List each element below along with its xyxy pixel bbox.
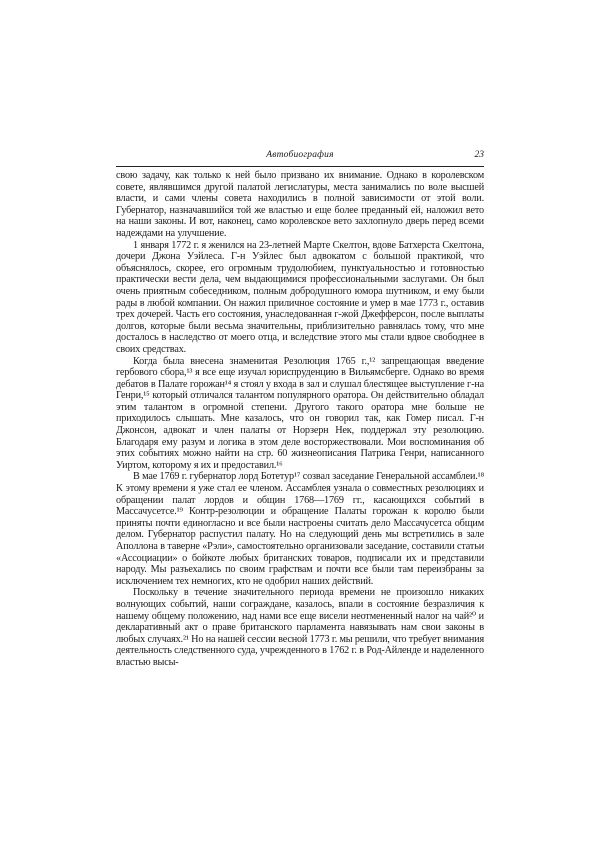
header-rule <box>116 166 484 167</box>
page-number: 23 <box>474 150 484 160</box>
running-title: Автобиография <box>266 150 334 160</box>
paragraph-3: Когда была внесена знаменитая Резолюция 1765 г.,¹² запрещающая введение гербового сбора,¹³ я все еще изучал юриспруденцию в Вильямсберге. Однако во время дебатов в Палате горожан¹⁴ я стоял у входа в зал и слушал блестящее выступление г-на Генри,¹⁵ который отличался талантом популярного оратора. Он действительно обладал этим талантом в огромной степени. Другого такого оратора мне больше не приходилось слышать. Мне казалось, что он говорил так, как Гомер писал. Г-н Джонсон, адвокат и член палаты от Норзерн Нек, поддержал эту резолюцию. Благодаря ему разум и логика в этом деле восторжествовали. Мои воспоминания об этих событиях можно найти на стр. 60 жизнеописания Патрика Генри, написанного Уиртом, которому я их и предоставил.¹⁶ <box>116 355 484 471</box>
paragraph-4: В мае 1769 г. губернатор лорд Ботетур¹⁷ созвал заседание Генеральной ассамблеи.¹⁸ К этому времени я уже стал ее членом. Ассамблея узнала о совместных резолюциях и обращении палат лордов и общин 1768—1769 гг., касающихся событий в Массачусетсе.¹⁹ Контр-резолюции и обращение Палаты горожан к королю были приняты почти единогласно и все были настроены считать дело Массачусетса общим делом. Губернатор распустил палату. Но на следующий день мы встретились в зале Аполлона в таверне «Рэли», самостоятельно организовали заседание, составили статьи «Ассоциации» о бойкоте любых британских товаров, подписали их и представили народу. Мы разъехались по своим графствам и почти все были там переизбраны за исключением тех немногих, кто не одобрил наших действий. <box>116 471 484 587</box>
paragraph-5: Поскольку в течение значительного периода времени не произошло никаких волнующих событий, наши сограждане, казалось, впали в состояние безразличия к нашему общему положению, над нами все еще висели неотмененный налог на чай²⁰ и декларативный акт о праве британского парламента навязывать нам свои законы в любых случаях.²¹ Но на нашей сессии весной 1773 г. мы решили, что требует внимания деятельность следственного суда, учрежденного в 1762 г. в Род-Айленде и наделенного властью высы- <box>116 587 484 668</box>
body-text <box>116 170 484 669</box>
paragraph-2: 1 января 1772 г. я женился на 23-летней Марте Скелтон, вдове Батхерста Скелтона, дочери Джона Уэйлеса. Г-н Уэйлес был адвокатом с большой практикой, что объяснялось, скорее, его огромным трудолюбием, пунктуальностью и готовностью практически вести дела, чем выдающимися профессиональными заслугами. Он был очень приятным собеседником, полным добродушного юмора шутником, и ему были рады в любой компании. Он нажил приличное состояние и умер в мае 1773 г., оставив трех дочерей. Часть его состояния, унаследованная г-жой Джефферсон, после выплаты долгов, которые были весьма значительны, приблизительно равнялась тому, что мне досталось в наследство от моего отца, и вследствие этого мы стали вдвое свободнее в своих средствах. <box>116 239 484 355</box>
running-header <box>116 150 484 164</box>
paragraph-1: свою задачу, как только к ней было призвано их внимание. Однако в королевском совете, являвшимся другой палатой легислатуры, места занимались по воле высшей власти, и сами члены совета находились в полной зависимости от этой воли. Губернатор, назначавшийся той же властью и еще более преданный ей, наложил вето на наши законы. И вот, наконец, само королевское вето захлопнуло дверь перед всеми надеждами на улучшение. <box>116 170 484 239</box>
